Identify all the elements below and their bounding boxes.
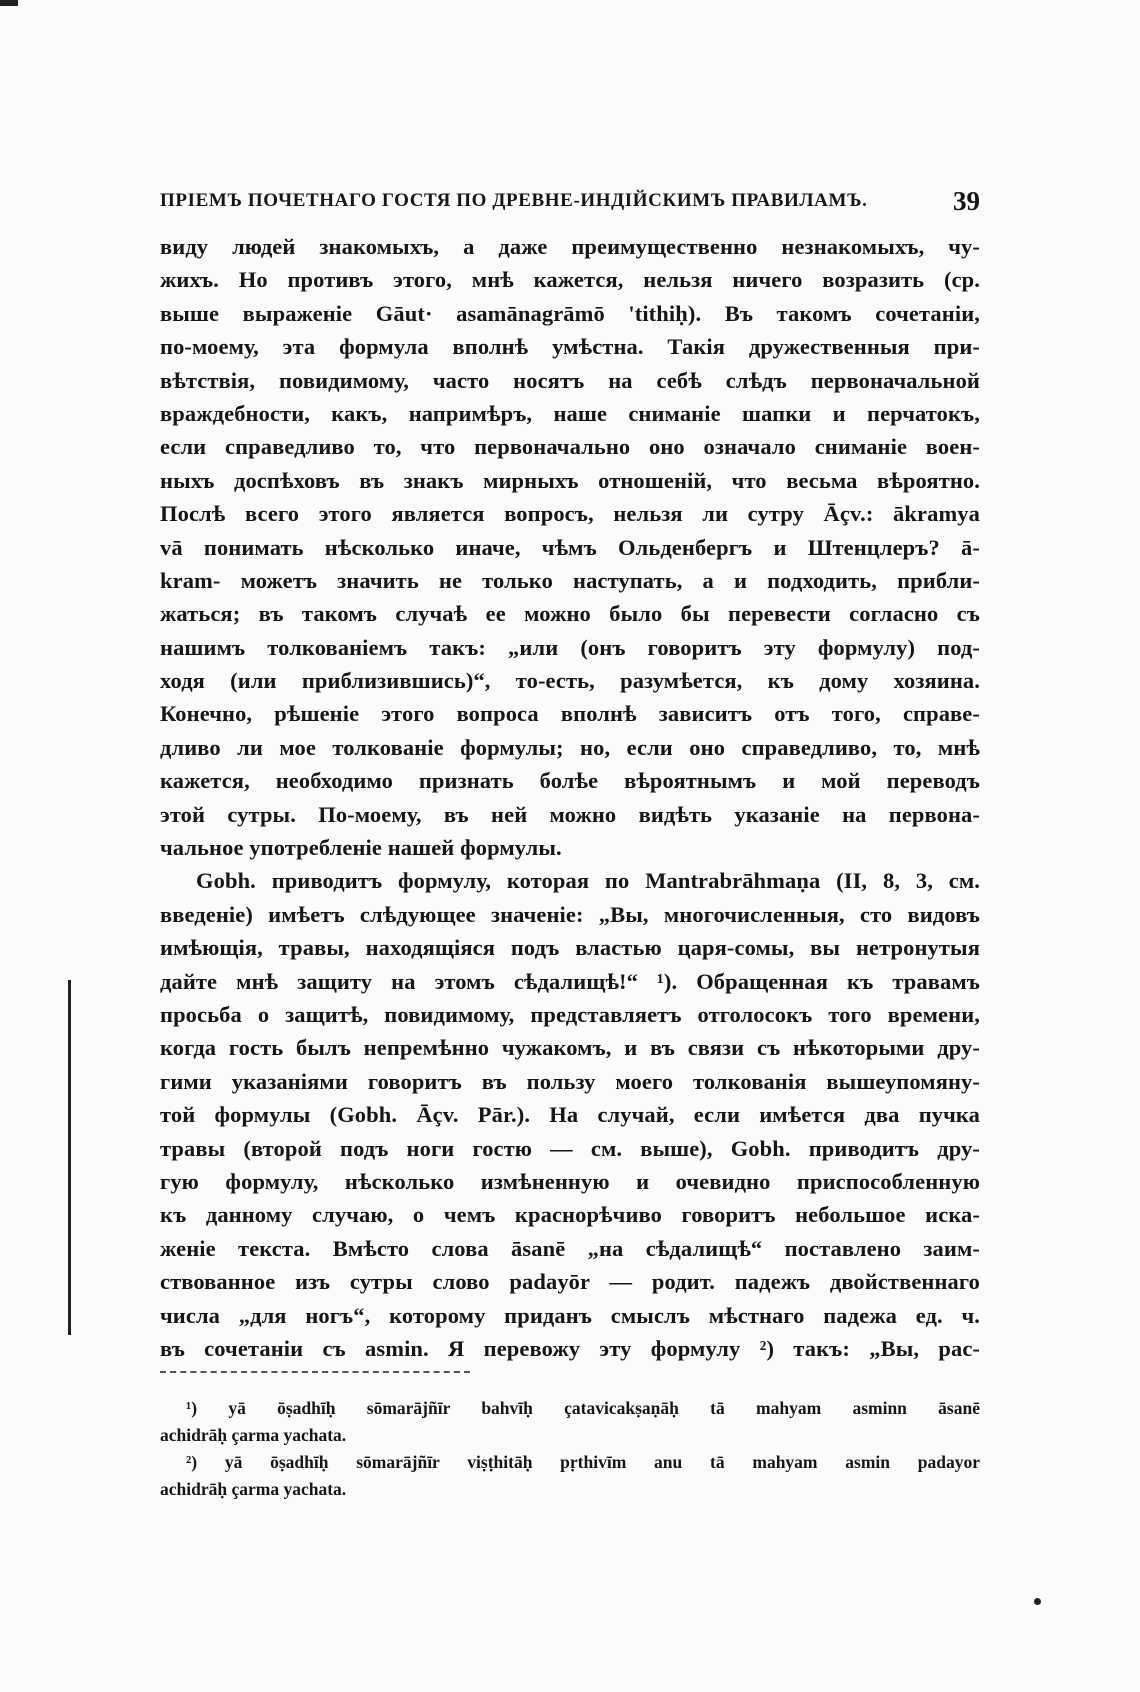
body-line: ныхъ доспѣховъ въ знакъ мирныхъ отношеній, что весьма вѣроятно. [160, 467, 980, 493]
body-line: просьба о защитѣ, повидимому, представляетъ отголосокъ того времени, [160, 1001, 980, 1027]
body-line: вѣтствія, повидимому, часто носятъ на себѣ слѣдъ первоначальной [160, 367, 980, 393]
body-line: жаться; въ такомъ случаѣ ее можно было бы перевести согласно съ [160, 601, 980, 627]
footnotes [160, 1395, 980, 1503]
body-line: гими указаніями говоритъ въ пользу моего толкованія вышеупомяну- [160, 1068, 980, 1094]
body-line: введеніе) имѣетъ слѣдующее значеніе: „Вы, многочисленныя, сто видовъ [160, 901, 980, 927]
footnote-2-line-2: achidrāḥ çarma yachata. [160, 1479, 347, 1499]
body-line: Конечно, рѣшеніе этого вопроса вполнѣ зависитъ отъ того, справе- [160, 701, 980, 727]
footnote-2-line-1: ²) yā ōṣadhīḥ sōmarājñīr viṣṭhitāḥ pṛthivīm anu tā mahyam asmin padayor [186, 1452, 980, 1472]
margin-marker-bar [68, 980, 71, 1335]
scan-corner-mark [0, 0, 18, 6]
body-line-paragraph-end: чальное употребленіе нашей формулы. [160, 835, 562, 861]
body-line: той формулы (Gobh. Āçv. Pār.). На случай, если имѣется два пучка [160, 1102, 980, 1128]
page-number: 39 [953, 186, 980, 216]
body-line: имѣющія, травы, находящіяся подъ властью царя-сомы, вы нетронутыя [160, 935, 980, 961]
body-line: когда гость былъ непремѣнно чужакомъ, и въ связи съ нѣкоторыми дру- [160, 1035, 980, 1061]
footnote-1-line-2: achidrāḥ çarma yachata. [160, 1425, 347, 1445]
body-line: гую формулу, нѣсколько измѣненную и очевидно приспособленную [160, 1168, 980, 1194]
body-line: дайте мнѣ защиту на этомъ сѣдалищѣ!“ ¹). Обращенная къ травамъ [160, 968, 980, 994]
body-line: по-моему, эта формула вполнѣ умѣстна. Такія дружественныя при- [160, 334, 980, 360]
body-line: травы (второй подъ ноги гостю — см. выше), Gobh. приводитъ дру- [160, 1135, 980, 1161]
body-line: ходя (или приблизившись)“, то-есть, разумѣется, къ дому хозяина. [160, 668, 980, 694]
footnote-separator [160, 1371, 470, 1373]
body-line: дливо ли мое толкованіе формулы; но, если оно справедливо, то, мнѣ [160, 734, 980, 760]
body-line: къ данному случаю, о чемъ краснорѣчиво говоритъ небольшое иска- [160, 1202, 980, 1228]
body-line: жихъ. Но противъ этого, мнѣ кажется, нельзя ничего возразить (ср. [160, 267, 980, 293]
body-line: kram- можетъ значить не только наступать, а и подходить, прибли- [160, 567, 980, 593]
body-line: числа „для ногъ“, которому приданъ смыслъ мѣстнаго падежа ед. ч. [160, 1302, 980, 1328]
footnote-1-line-1: ¹) yā ōṣadhīḥ sōmarājñīr bahvīḥ çatavicakṣaṇāḥ tā mahyam asminn āsanē [186, 1398, 980, 1418]
body-line: если справедливо то, что первоначально оно означало сниманіе воен- [160, 434, 980, 460]
body-line: этой сутры. По-моему, въ ней можно видѣть указаніе на первона- [160, 801, 980, 827]
body-line: ствованное изъ сутры слово padayōr — родит. падежъ двойственнаго [160, 1269, 980, 1295]
body-line: виду людей знакомыхъ, а даже преимущественно незнакомыхъ, чу- [160, 234, 980, 259]
ink-spot [1034, 1598, 1041, 1605]
body-line: выше выраженіе Gāut· asamānagrāmō 'tithiḥ). Въ такомъ сочетаніи, [160, 300, 980, 326]
body-text [160, 230, 980, 1365]
body-line: въ сочетаніи съ asmin. Я перевожу эту формулу ²) такъ: „Вы, рас- [160, 1335, 980, 1361]
body-line: Послѣ всего этого является вопросъ, нельзя ли сутру Āçv.: ākramya [160, 501, 980, 527]
body-line: кажется, необходимо признать болѣе вѣроятнымъ и мой переводъ [160, 768, 980, 794]
body-line: враждебности, какъ, напримѣръ, наше сниманіе шапки и перчатокъ, [160, 400, 980, 426]
body-line: нашимъ толкованіемъ такъ: „или (онъ говоритъ эту формулу) под- [160, 634, 980, 660]
body-line-paragraph-start: Gobh. приводитъ формулу, которая по Mantrabrāhmaṇa (II, 8, 3, см. [196, 868, 980, 894]
body-line: женіе текста. Вмѣсто слова āsanē „на сѣдалищѣ“ поставлено заим- [160, 1235, 980, 1261]
page-header [160, 186, 980, 222]
running-head: ПРІЕМЪ ПОЧЕТНАГО ГОСТЯ ПО ДРЕВНЕ-ИНДІЙСКИМЪ ПРАВИЛАМЪ. [160, 190, 868, 211]
body-line: vā понимать нѣсколько иначе, чѣмъ Ольденбергъ и Штенцлеръ? ā- [160, 534, 980, 560]
